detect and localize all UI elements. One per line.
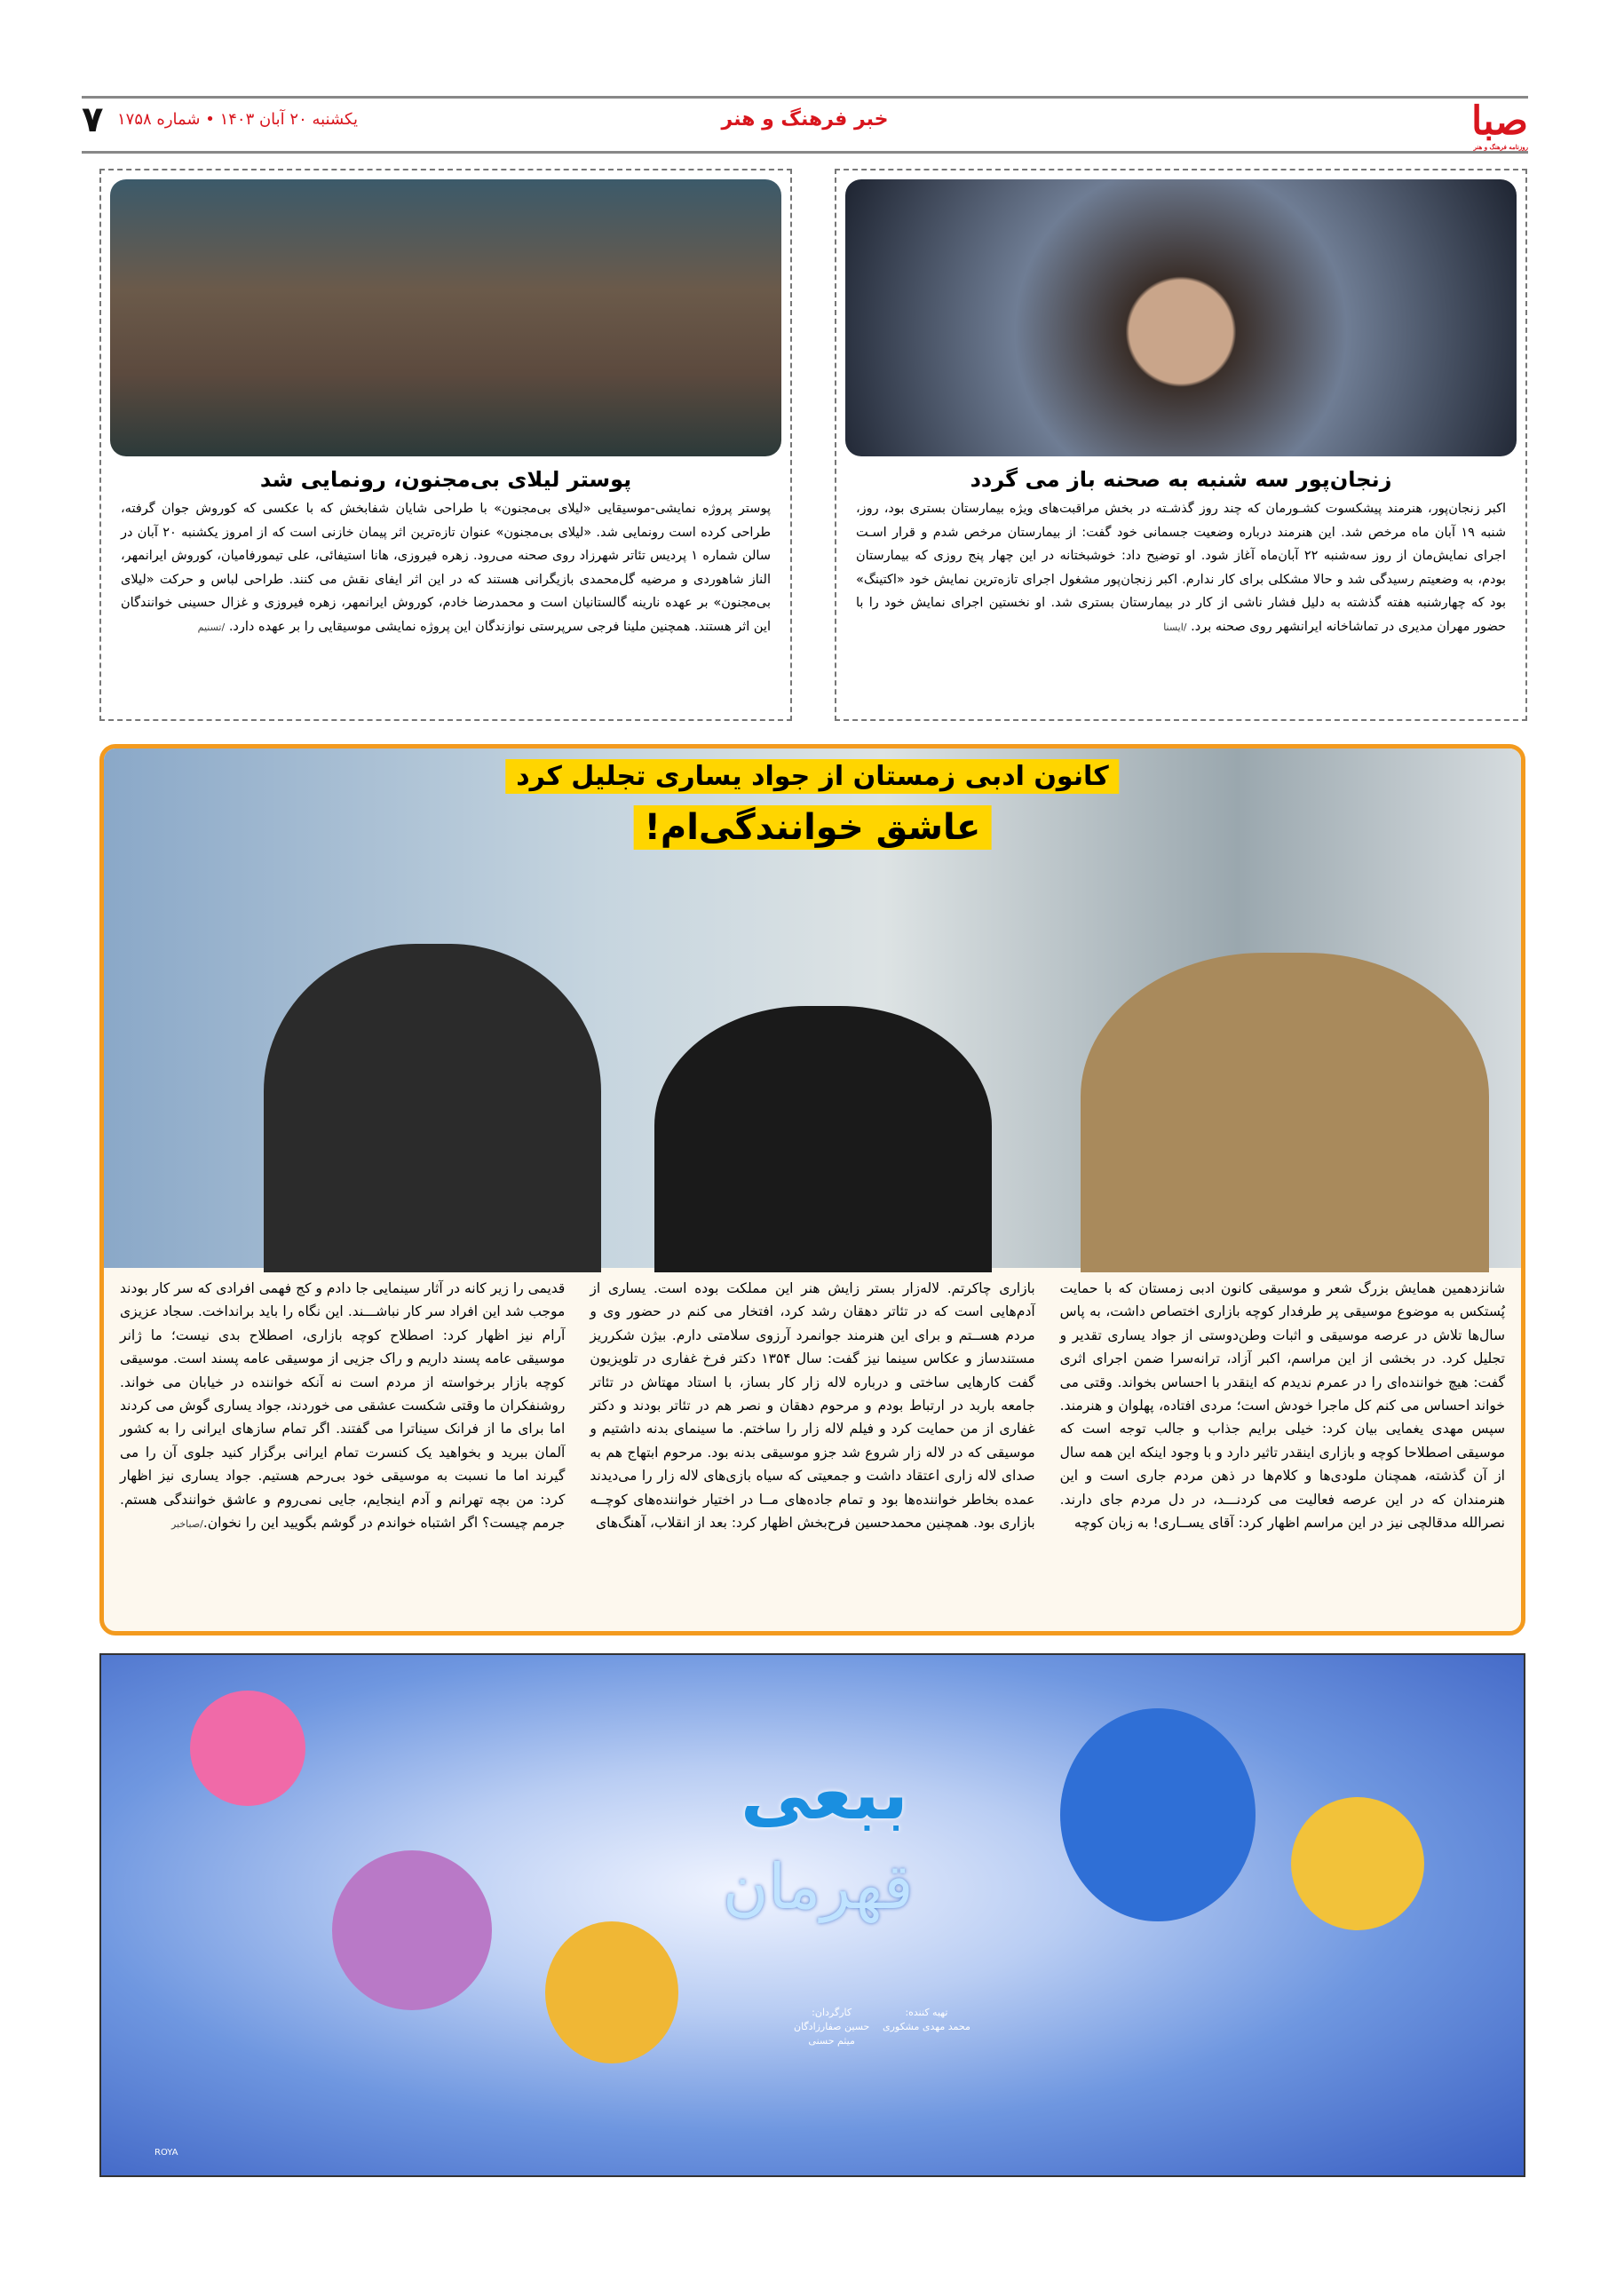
story-zanjanpour xyxy=(835,169,1527,721)
person-center xyxy=(654,1006,992,1272)
story-body xyxy=(845,497,1517,639)
page-number: ۷ xyxy=(82,99,104,140)
zanjanpour-photo xyxy=(845,179,1517,456)
ad-title: ببعی xyxy=(741,1753,908,1835)
story-title: زنجان‌پور سه شنبه به صحنه باز می گردد xyxy=(970,467,1392,492)
issue-date: یکشنبه ۲۰ آبان ۱۴۰۳ • شماره ۱۷۵۸ xyxy=(117,110,358,129)
pink-character xyxy=(190,1691,305,1806)
feature-title: عاشق خوانندگی‌ام! xyxy=(634,805,992,850)
story-source: /تسنیم xyxy=(197,621,226,633)
header-rule-bottom xyxy=(82,151,1528,154)
header-rule-top xyxy=(82,96,1528,99)
story-body xyxy=(110,497,781,639)
sponsor-logos xyxy=(154,2148,178,2158)
story-title: پوستر لیلای بی‌مجنون، رونمایی شد xyxy=(259,467,632,492)
credit-name: محمد مهدی مشکوری xyxy=(883,2021,970,2032)
story-text: اکبر زنجان‌پور، هنرمند پیشکسوت کشـورمان که چند روز گذشـته در بخش مراقبت‌های ویژه بیمارستان بستری بود، روز، شنبه ۱۹ آبان ماه مرخص شد. این هنرمند درباره وضعیت جسمانی خود گفت: از بیمارستان مرخص شدم و قرار اسـت اجرای نمایش‌مان از روز سه‌شنبه ۲۲ آبان‌ماه آغاز شود. او توضیح داد: خوشبختانه در این چهار پنج روزی که بیمارستان بودم، به وضعیتم رسیدگی شد و حالا مشکلی برای کار ندارم. اکبر زنجان‌پور مشغول اجرای تازه‌ترین نمایش خود «اکتینگ» بود که چهارشنبه هفته گذشته به دلیل فشار ناشی از کار در بیمارستان بستری شد. او نخستین اجرای نمایش خود را با حضور مهران مدیری در تماشاخانه ایرانشهر روی صحنه برد. xyxy=(856,502,1506,634)
ad-subtitle: قهرمان xyxy=(723,1850,914,1923)
purple-character xyxy=(332,1850,492,2010)
producer-credit xyxy=(883,2006,970,2034)
roya-logo: ROYA xyxy=(154,2148,178,2158)
section-title: خبر فرهنگ و هنر xyxy=(721,108,889,131)
credit-label: تهیه کننده: xyxy=(905,2007,948,2018)
credit-label: کارگردان: xyxy=(812,2007,852,2018)
feature-column: بازاری چاکرتم. لاله‌زار بستر زایش هنر این مملکت بوده است. یساری از آدم‌هایی است که در تئاتر دهقان رشد کرد، افتخار می کنم در حضور وی و مردم هســتم و برای این هنرمند جوانمرد آرزوی سلامتی دارم. بیژن شکرریز مستندساز و عکاس سینما نیز گفت: سال ۱۳۵۴ دکتر فرخ غفاری در تلویزیون گفت کارهایی ساختی و درباره لاله زار کار بساز، با استاد مهتاش در تئاتر جامعه باربد در ارتباط بودم و مرحوم دهقان و نصر هم در تئاتر بودند و دکتر غفاری از من حمایت کرد و فیلم لاله زار را ساختم. ما سینمای بدنه داشتیم و موسیقی که در لاله زار شروع شد جزو موسیقی بدنه بود. مرحوم ابتهاج هم به صدای لاله زاری اعتقاد داشت و جمعیتی که سیاه بازی‌های لاله زار را می‌دیدند عمده بخاطر خواننده‌ها بود و تمام جاده‌های مــا در اختیار خواننده‌های کوچــه بازاری بود. همچنین محمدحسین فرح‌بخش اظهار کرد: بعد از انقلاب، آهنگ‌های xyxy=(590,1280,1035,1532)
babei-ghahreman-ad[interactable] xyxy=(99,1653,1525,2177)
story-leili-poster xyxy=(99,169,792,721)
person-left xyxy=(264,944,601,1272)
logo-text: صبا xyxy=(1470,99,1528,144)
story-text: پوستر پروژه نمایشی-موسیقایی «لیلای بی‌مجنون» با طراحی شایان شفابخش که با عکسی که کوروش جوان گرفته، طراحی کرده است رونمایی شد. «لیلای بی‌مجنون» عنوان تازه‌ترین اثر پیمان خازنی است که از امروز یکشنبه ۲۰ آبان در سالن شماره ۱ پردیس تئاتر شهرزاد روی صحنه می‌رود. زهره فیروزی، هانا استیفائی، علی تیمورفامیان، کوروش ایرانمهر، الناز شاهوردی و مرضیه گل‌محمدی بازیگرانی هستند که در این اثر ایفای نقش می کنند. طراحی لباس و حرکت «لیلای بی‌مجنون» بر عهده نارینه گالستانیان است و محمدرضا خادم، کوروش ایرانمهر، زهره فیروزی و غزال حسینی خوانندگان این اثر هستند. همچنین ملینا فرجی سرپرستی نوازندگان این پروژه نمایشی موسیقایی را بر عهده دارد. xyxy=(121,502,772,634)
person-right xyxy=(1081,953,1489,1272)
feature-yasari xyxy=(99,744,1525,1635)
logo-subtitle: روزنامه فرهنگ و هنر xyxy=(1473,143,1528,151)
feature-column xyxy=(120,1277,565,1536)
story-source: /ایسنا xyxy=(1163,621,1187,633)
yasari-ceremony-photo xyxy=(104,748,1521,1268)
leili-poster-photo xyxy=(110,179,781,456)
girl-character xyxy=(1060,1708,1256,1921)
credit-name: میثم حسنی xyxy=(808,2035,855,2047)
page-header xyxy=(82,99,1528,149)
feature-columns xyxy=(120,1277,1505,1536)
column-text: قدیمی را زیر کانه در آثار سینمایی جا دادم و کج فهمی افرادی که سر کار بودند موجب شد این افراد سر کار نباشـــند. این نگاه را باید برانداخت. سجاد عزیزی آرام نیز اظهار کرد: اصطلاح کوچه بازاری، اصطلاح بدی نیست؛ ما ژانر موسیقی عامه پسند داریم و راک جزیی از موسیقی عامه پسند است. موسیقی کوچه بازار برخواسته از مردم است نه آنکه خواننده در خیابان می خواند. روشنفکران ما وقتی شکست عشقی می خوردند، جواد یساری گوش می کردند اما برای ما از فرانک سیناترا می گفتند. اگر تمام سازهای ایرانی را به کشور آلمان ببرید و بخواهید یک کنسرت تمام ایرانی برگزار کنید جلوی آن را می گیرند اما ما نسبت به موسیقی خود بی‌رحم هستیم. جواد یساری نیز اظهار کرد: من بچه تهرانم و آدم اینجایم، جایی نمی‌روم و عاشق خوانندگی هستم. جرمم چیست؟ اگر اشتباه خواندم در گوشم بگویید این را نخوان. xyxy=(120,1280,566,1532)
feature-column: شانزدهمین همایش بزرگ شعر و موسیقی کانون ادبی زمستان که با حمایت پُستکس به موضوع موسیقی پر طرفدار کوچه بازاری اختصاص داشت، به پاس سال‌ها تلاش در عرصه موسیقی و اثبات وطن‌دوستی از جواد یساری تقدیر و تجلیل کرد. در بخشی از این مراسم، اکبر آزاد، ترانه‌سرا ضمن اجرای اثری گفت: هیچ خواننده‌ای را در عمرم ندیدم که اینقدر با احساس بخواند. وقتی می خواند احساس می کنم کل ماجرا خودش است؛ مردی افتاده، پهلوان و هنرمند. سپس مهدی یغمایی بیان کرد: خیلی برایم جذاب و جالب توجه است که موسیقی اصطلاحا کوچه و بازاری اینقدر تاثیر دارد و با وجود اینکه این همه سال از آن گذشته، همچنان ملودی‌ها و کلام‌ها در ذهن مردم جاری است و این هنرمندان که در این عرصه فعالیت می کردنـــد، در دل مردم جای دارند. نصرالله مدقالچی نیز در این مراسم اظهار کرد: آقای یســاری! به زبان کوچه xyxy=(1059,1280,1505,1532)
feature-source: /صباخبر xyxy=(170,1518,203,1531)
cat-character xyxy=(545,1921,678,2063)
credit-name: حسین صفارزادگان xyxy=(794,2021,870,2032)
director-credit xyxy=(794,2006,869,2048)
robot-character xyxy=(1291,1797,1424,1930)
feature-kicker: کانون ادبی زمستان از جواد یساری تجلیل کرد xyxy=(505,759,1119,794)
